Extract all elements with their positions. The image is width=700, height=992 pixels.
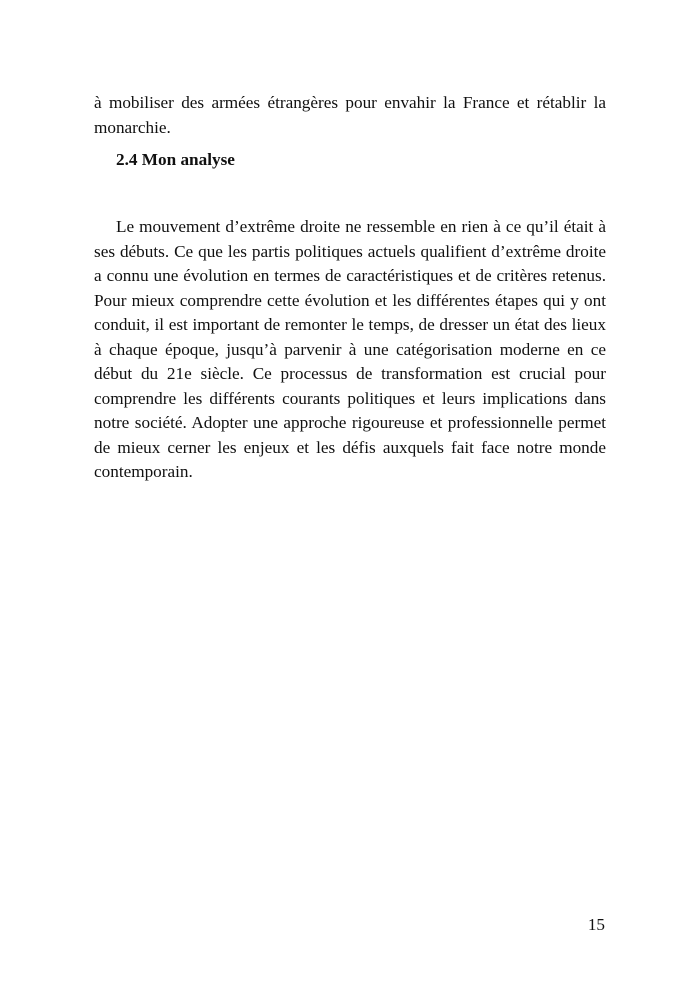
analysis-paragraph: Le mouvement d’extrême droite ne ressemble en rien à ce qu’il était à ses débuts. Ce que les partis politiques actuels qualifient d’extrême droite a connu une évolution en termes de caractéristiques et de critères retenus. Pour mieux comprendre cette évolution et les différentes étapes qui y ont conduit, il est important de remonter le temps, de dresser un état des lieux à chaque époque, jusqu’à parvenir à une catégorisation moderne en ce début du 21e siècle. Ce processus de transformation est crucial pour comprendre les différents courants politiques et leurs implications dans notre société. Adopter une approche rigoureuse et professionnelle permet de mieux cerner les enjeux et les défis auxquels fait face notre monde contemporain. bbox=[94, 217, 606, 482]
continuation-paragraph: à mobiliser des armées étrangères pour envahir la France et rétablir la monarchie. bbox=[94, 93, 606, 137]
section-heading: 2.4 Mon analyse bbox=[116, 150, 235, 169]
page-number: 15 bbox=[587, 915, 605, 934]
